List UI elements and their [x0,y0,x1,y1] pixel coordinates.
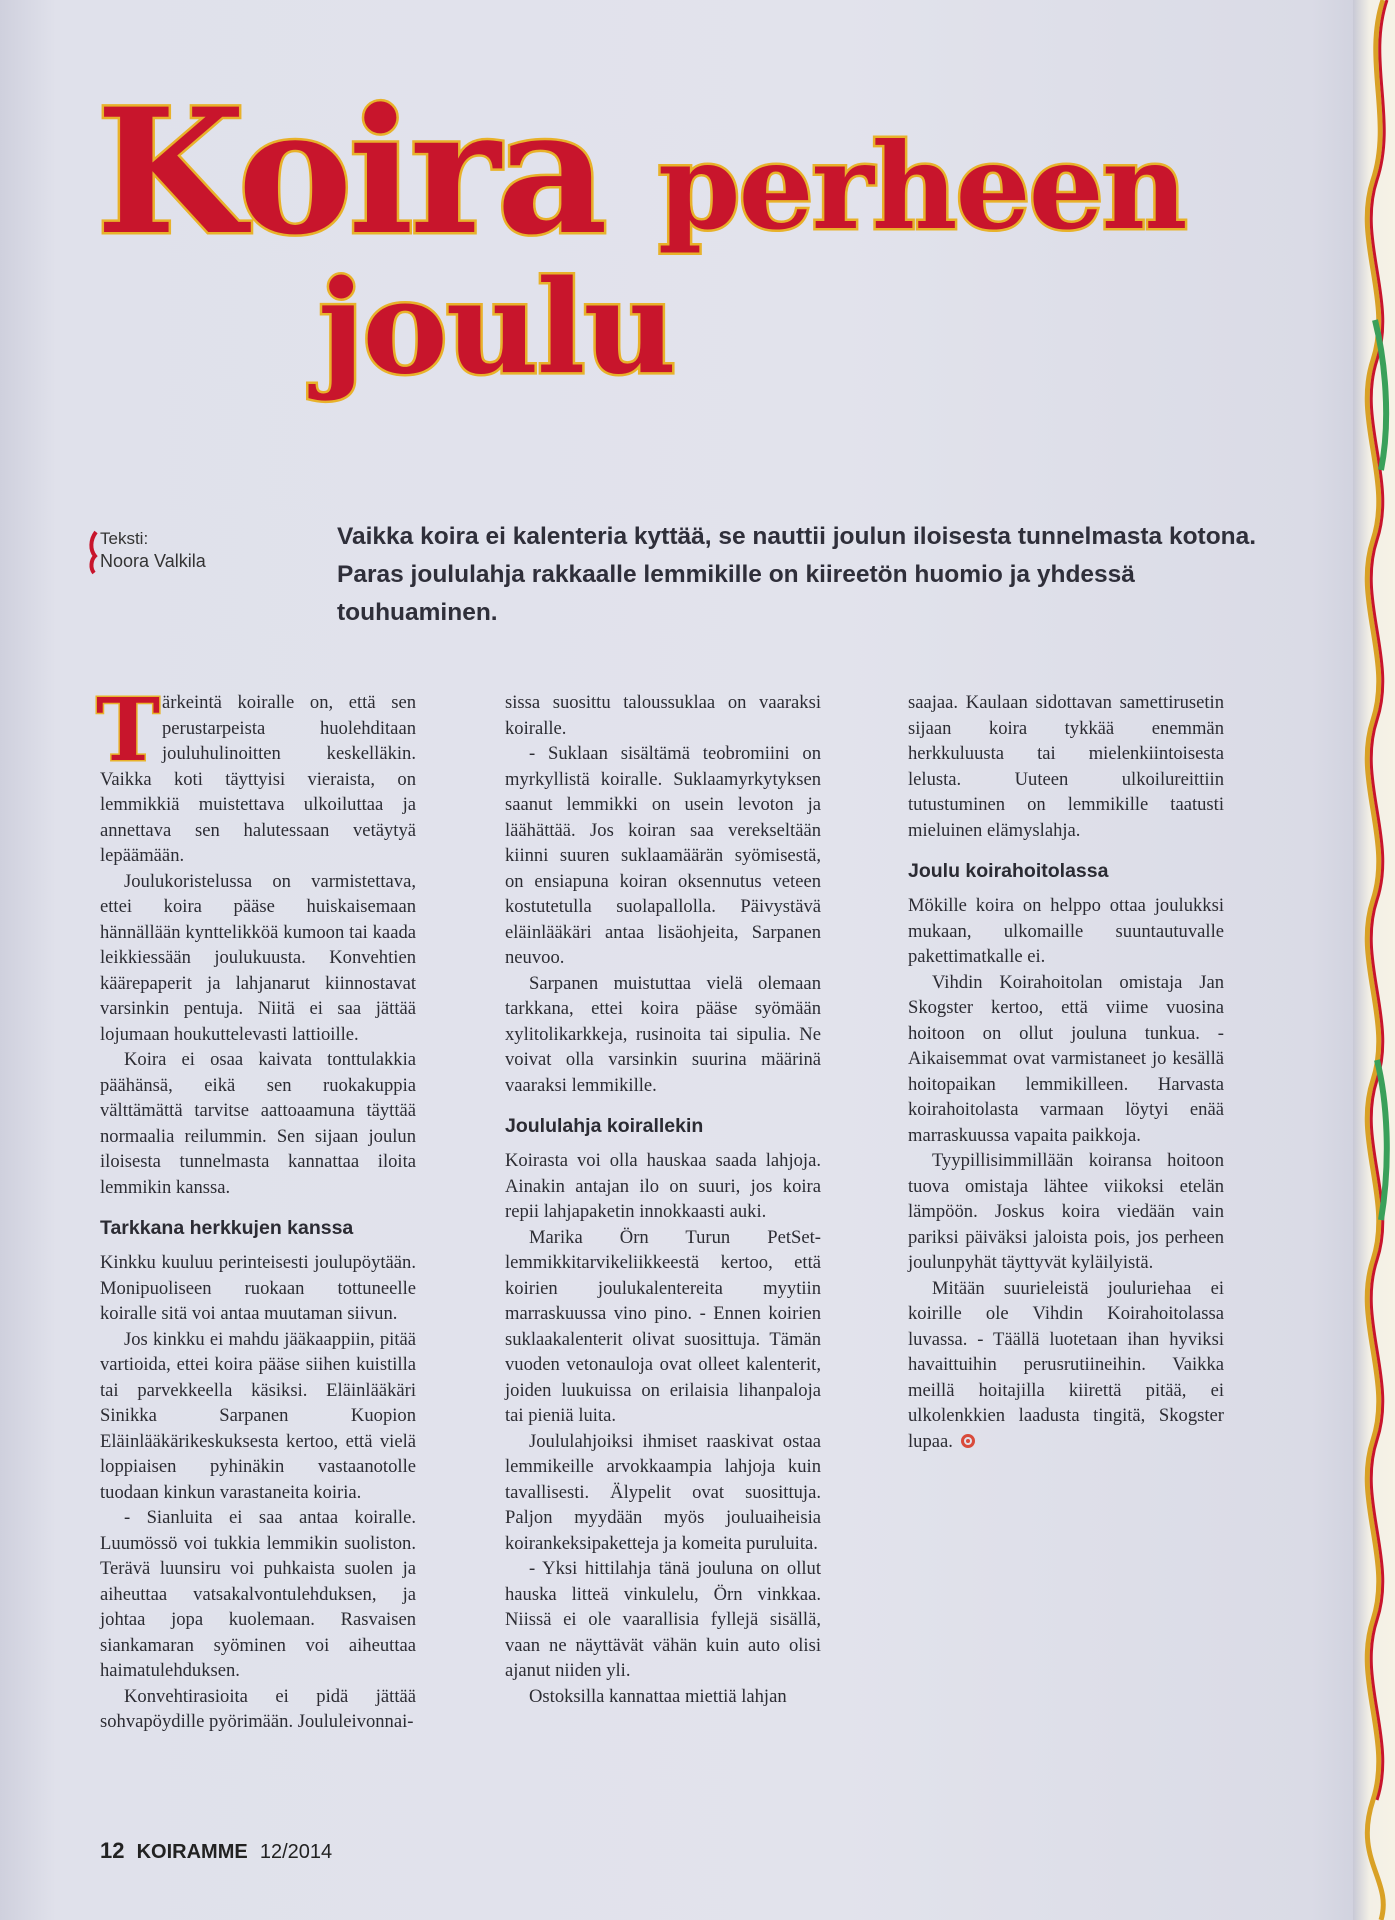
paragraph: Tyypillisimmillään koiransa hoitoon tuova omistaja lähtee viikoksi etelän lämpöön. Joskus koira viedään vain pariksi päiväksi jaloista pois, jos perheen joulunpyhät täyttyvät kyläilyistä. [908,1150,1224,1273]
article-column-3 [908,690,1224,1454]
next-page-edge [1353,0,1395,1920]
byline [100,528,280,572]
paragraph: Vihdin Koirahoitolan omistaja Jan Skogster kertoo, että viime vuosina hoitoon on ollut jouluna tunkua. - Aikaisemmat ovat varmistaneet jo kesällä hoitopaikan lemmikilleen. Harvasta koirahoitolasta varmaan löytyi enää marraskuussa vapaita paikkoja. [908,971,1224,1146]
paragraph: Sarpanen muistuttaa vielä olemaan tarkkana, ettei koira pääse syömään xylitolikarkkeja, rusinoita tai sipulia. Ne voivat olla varsinkin suurina määrinä vaaraksi lemmikille. [505,972,821,1096]
paragraph: - Yksi hittilahja tänä jouluna on ollut hauska litteä vinkulelu, Örn vinkkaa. Niissä ei ole vaarallisia fyllejä sisällä, vaan ne näyttävät vähän kuin auto olisi ajanut niiden yli. [505,1558,821,1681]
title-word-perheen: perheen [658,117,1186,256]
title-word-koira: Koira [96,70,604,273]
drop-cap [96,680,160,781]
byline-label: Teksti: [100,529,149,548]
paragraph: Joulukoristelussa on varmistettava, ettei koira pääse huiskaisemaan hännällään kynttelikköä kumoon tai kaada leikkiessään joulukuusta. Konvehtien käärepaperit ja lahjanarut kiinnostavat varsinkin pentuja. Niitä ei saa jättää lojumaan houkuttelevasti lattioille. [100,870,416,1045]
paragraph: Jos kinkku ei mahdu jääkaappiin, pitää vartioida, ettei koira pääse siihen kuistilla tai parvekkeella käsiksi. Eläinlääkäri Sinikka Sarpanen Kuopion Eläinlääkärikeskuksesta kertoo, että vielä loppiaisen pyhinäkin vastaanotolle tuodaan kinkun varastaneita koiria. [100,1328,416,1503]
article-title [90,60,1240,420]
paragraph: Mökille koira on helppo ottaa joulukksi mukaan, ulkomaille suuntautuvalle pakettimatkalle ei. [908,895,1224,967]
paragraph [96,680,416,869]
paragraph: Konvehtirasioita ei pidä jättää sohvapöydille pyörimään. Joululeivonnai- [100,1685,416,1732]
page-footer [100,1838,332,1864]
paragraph: Ostoksilla kannattaa miettiä lahjan [529,1685,787,1707]
paragraph: Marika Örn Turun PetSet-lemmikkitarvikeliikkeestä kertoo, että koirien joulukalentereita myytiin marraskuussa vino pino. - Ennen koirien suklaakalenterit olivat suosittuja. Tämän vuoden vetonauloja ovat olleet kalenterit, joiden luukuissa on erilaisia lihanpaloja tai pieniä luita. [505,1226,821,1426]
byline-accent-icon [88,530,98,574]
decorative-ribbon-icon [1353,0,1395,1920]
end-of-article-icon [961,1434,975,1448]
paragraph-text: Mitään suurieleistä jouluriehaa ei koirille ole Vihdin Koirahoitolassa luvassa. - Täällä luotetaan ihan hyviksi havaittuihin perusrutiineihin. Vaikka meillä hoitajilla kiirettä pitää, ei ulkolenkkien laadusta tingitä, Skogster lupaa. [908,1277,1224,1452]
paragraph: Joululahjoiksi ihmiset raaskivat ostaa lemmikeille arvokkaampia lahjoja kuin tavallisesti. Älypelit ovat suosittuja. Paljon myydään myös jouluaiheisia koirankeksipaketteja ja komeita puruluita. [505,1430,821,1554]
title-word-joulu: joulu [318,253,675,403]
article-column-2 [505,690,821,1709]
paragraph [908,1276,1224,1455]
drop-cap-letter: T [96,680,160,781]
subheading: Tarkkana herkkujen kanssa [100,1217,354,1239]
subheading: Joulu koirahoitolassa [908,860,1109,882]
lead-paragraph: Vaikka koira ei kalenteria kyttää, se nauttii joulun iloisesta tunnelmasta kotona. Paras joululahja rakkaalle lemmikille on kiireetön huomio ja yhdessä touhuaminen. [337,523,1257,626]
page-number: 12 [100,1838,125,1863]
article-column-1 [96,680,416,1735]
issue-number: 12/2014 [259,1841,333,1863]
subheading: Joululahja koirallekin [505,1115,704,1137]
paragraph-text: ärkeintä koiralle on, että sen perustarpeista huolehditaan jouluhulinoitten keskelläkin. Vaikka koti täyttyisi vieraista, on lemmikkiä muistettava ulkoiluttaa ja annettava sen halutessaan vetäytyä lepäämään. [100,692,416,866]
byline-author: Noora Valkila [100,551,206,571]
magazine-name: KOIRAMME [136,1841,248,1863]
paragraph: - Sianluita ei saa antaa koiralle. Luumössö voi tukkia lemmikin suoliston. Terävä luunsiru voi puhkaista suolen ja aiheuttaa vatsakalvontulehduksen, ja johtaa jopa kuolemaan. Rasvaisen siankamaran syöminen voi aiheuttaa haimatulehduksen. [100,1507,416,1681]
paragraph: Koira ei osaa kaivata tonttulakkia päähänsä, eikä sen ruokakuppia välttämättä tarvitse aattoaamuna täyttää normaalia reilummin. Sen sijaan joulun iloisesta tunnelmasta kannattaa iloita lemmikin kanssa. [100,1049,416,1198]
paragraph: saajaa. Kaulaan sidottavan samettirusetin sijaan koira tykkää enemmän herkkuluusta tai mielenkiintoisesta lelusta. Uuteen ulkoilureittiin tutustuminen on lemmikille taatusti mieluinen elämyslahja. [908,692,1224,841]
paragraph: - Suklaan sisältämä teobromiini on myrkyllistä koiralle. Suklaamyrkytyksen saanut lemmikki on usein levoton ja läähättää. Jos koiran saa verekseltään kiinni suuren suklaamäärän syömisestä, on ensiapuna koiran oksennutus veteen kostutetulla suolapallolla. Päivystävä eläinlääkäri antaa lisäohjeita, Sarpanen neuvoo. [505,743,821,968]
paragraph: Koirasta voi olla hauskaa saada lahjoja. Ainakin antajan ilo on suuri, jos koira repii lahjapaketin innokkaasti auki. [505,1150,821,1222]
paragraph: sissa suosittu taloussuklaa on vaaraksi koiralle. [505,692,821,739]
paragraph: Kinkku kuuluu perinteisesti joulupöytään. Monipuoliseen ruokaan tottuneelle koiralle sitä voi antaa muutaman siivun. [100,1252,416,1324]
